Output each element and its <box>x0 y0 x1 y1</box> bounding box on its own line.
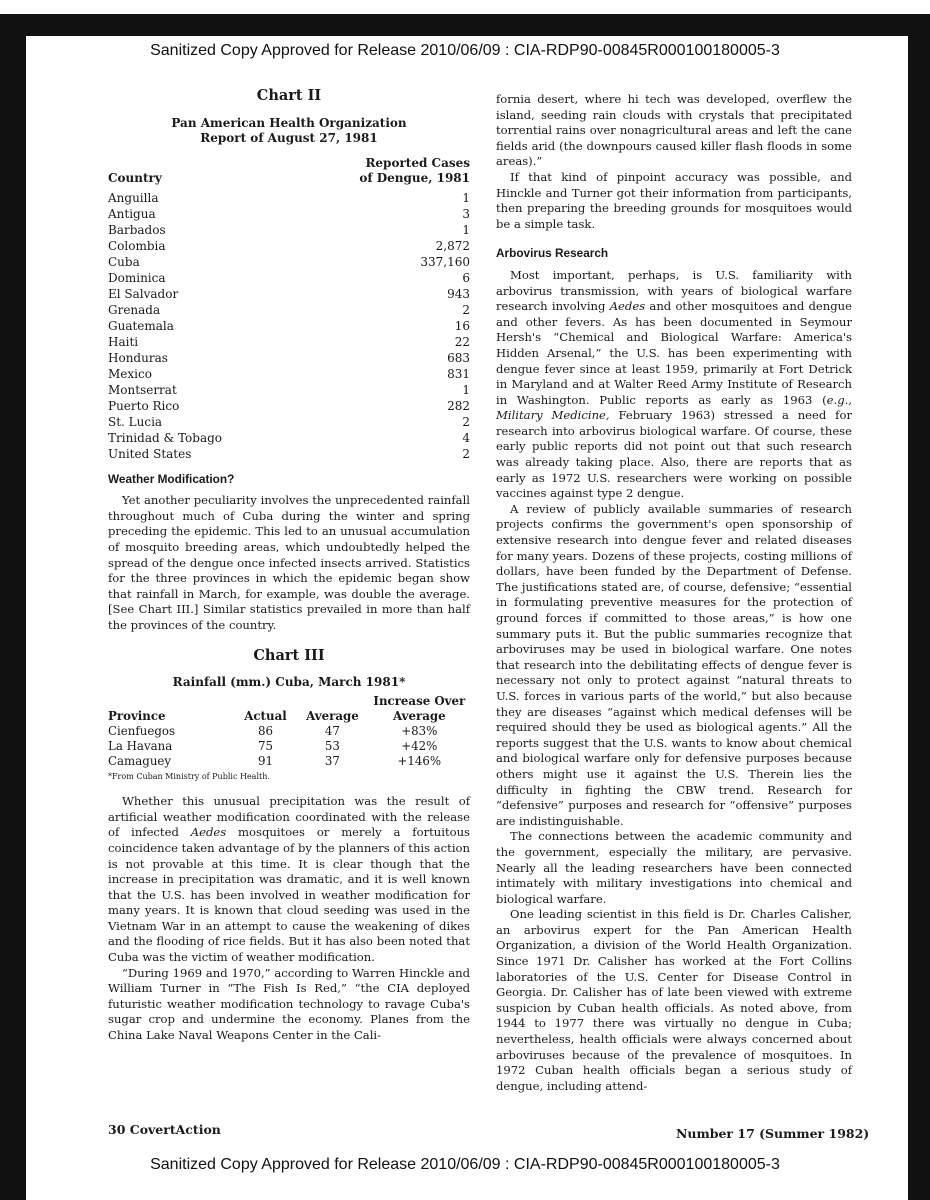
chart2-row <box>108 446 470 462</box>
chart2-cases: 2 <box>462 414 470 429</box>
chart2-country: Dominica <box>108 270 166 285</box>
chart3-title: Chart III <box>253 646 325 664</box>
chart2-country: Cuba <box>108 254 140 269</box>
right-paragraph-pinpoint: If that kind of pinpoint accuracy was possible, and Hinckle and Turner got their information from participants, then preparing the breeding grounds for mosquitoes would be a simple task. <box>496 169 852 231</box>
right-paragraph-fornia: fornia desert, where hi tech was developed, overflew the island, seeding rain clouds with crystals that precipitated torrential rains over nonagricultural areas and left the cane fields arid (the downpours caused killer flash floods in some areas).” <box>496 92 852 169</box>
chart3-col-actual: Actual <box>244 709 287 724</box>
chart2-country: Colombia <box>108 238 166 253</box>
chart3-col-province: Province <box>108 709 166 724</box>
chart3-increase: +83% <box>401 724 438 739</box>
chart3-actual: 91 <box>257 754 273 769</box>
chart3-row <box>108 724 470 739</box>
chart2-cases: 831 <box>447 366 470 381</box>
chart2-row <box>108 414 470 430</box>
chart2-country: Trinidad & Tobago <box>108 430 223 445</box>
footer-issue: Number 17 (Summer 1982) <box>676 1126 870 1141</box>
scan-border-right <box>908 14 930 1200</box>
chart2-report: Report of August 27, 1981 <box>200 130 378 145</box>
chart2-country: Grenada <box>108 302 161 317</box>
chart3-increase: +146% <box>397 754 442 769</box>
right-paragraph-connections: The connections between the academic community and the government, especially the military, are pervasive. Nearly all the leading researchers have been connected intimately with military investigations into chemical and biological warfare. <box>496 829 852 906</box>
chart2-cases: 3 <box>462 206 470 221</box>
chart2-row <box>108 350 470 366</box>
chart2-col-country: Country <box>108 170 162 185</box>
arbovirus-heading: Arbovirus Research <box>496 246 609 261</box>
left-paragraph-precipitation: Whether this unusual precipitation was the result of artificial weather modification coordinated with the release of infected Aedes mosquitoes or merely a fortuitous coincidence taken advantage of by the planners of this action is not provable at this time. It is clear though that the increase in precipitation was dramatic, and it is well known that the U.S. has been involved in weather modification for many years. It is known that cloud seeding was used in the Vietnam War in an attempt to cause the weakening of dikes and the flooding of rice fields. But it has also been noted that Cuba was the victim of weather modification. <box>108 794 470 965</box>
chart2-country: Barbados <box>108 222 166 237</box>
chart2-row <box>108 318 470 334</box>
chart2-row <box>108 366 470 382</box>
chart2-country: Antigua <box>108 206 156 221</box>
chart3-province: Camaguey <box>108 754 172 769</box>
chart2-cases: 2,872 <box>435 238 470 253</box>
chart3-footnote: *From Cuban Ministry of Public Health. <box>108 772 270 782</box>
chart2-org: Pan American Health Organization <box>171 115 407 130</box>
chart2-cases: 337,160 <box>420 254 470 269</box>
chart2-cases: 1 <box>462 382 470 397</box>
left-paragraph-hinckle: “During 1969 and 1970,” according to Warren Hinckle and William Turner in “The Fish Is Red,” “the CIA deployed futuristic weather modification technology to ravage Cuba's sugar crop and undermine the economy. Planes from the China Lake Naval Weapons Center in the Cali- <box>108 965 470 1043</box>
chart2-country: Montserrat <box>108 382 177 397</box>
chart2-country: Puerto Rico <box>108 398 180 413</box>
chart3-row <box>108 754 470 769</box>
chart2-cases: 943 <box>447 286 470 301</box>
chart2-title: Chart II <box>256 87 322 104</box>
weather-heading: Weather Modification? <box>108 471 235 486</box>
chart2-country: El Salvador <box>108 286 179 301</box>
chart3-col-increase-line2: Average <box>392 709 446 724</box>
chart3-table <box>108 694 470 769</box>
chart2-header <box>108 156 470 186</box>
chart3-province: La Havana <box>108 739 173 754</box>
left-column <box>108 88 470 1044</box>
chart2-country: Anguilla <box>108 190 159 205</box>
chart2-col-cases-line2: of Dengue, 1981 <box>359 170 470 185</box>
scan-border-left <box>0 14 26 1200</box>
chart2-row <box>108 334 470 350</box>
chart2-cases: 282 <box>447 398 470 413</box>
chart2-row <box>108 382 470 398</box>
chart2-row <box>108 302 470 318</box>
footer-page-number: 30 CovertAction <box>108 1122 221 1137</box>
chart2-cases: 683 <box>447 350 470 365</box>
chart2-cases: 2 <box>462 446 470 461</box>
chart2-row <box>108 238 470 254</box>
chart2-col-cases-line1: Reported Cases <box>365 155 470 170</box>
chart3-increase: +42% <box>401 739 438 754</box>
chart2-country: St. Lucia <box>108 414 163 429</box>
right-paragraph-familiarity: Most important, perhaps, is U.S. familiarity with arbovirus transmission, with years of biological warfare research involving Aedes and other mosquitoes and dengue and other fevers. As has been documented in Seymour Hersh's “Chemical and Biological Warfare: America's Hidden Arsenal,” the U.S. has been experimenting with dengue fever since at least 1959, primarily at Fort Detrick in Maryland and at Walter Reed Army Institute of Research in Washington. Public reports as early as 1963 (e.g., Military Medicine, February 1963) stressed a need for research into arbovirus biological warfare. Of course, these early public reports did not point out that such research was already taking place. Also, there are reports that as early as 1972 U.S. researchers were working on possible vaccines against type 2 dengue. <box>496 267 852 501</box>
chart2-country: Mexico <box>108 366 152 381</box>
weather-paragraph: Yet another peculiarity involves the unprecedented rainfall throughout much of Cuba during the winter and spring preceding the epidemic. This led to an unusual accumulation of mosquito breeding areas, which undoubtedly helped the spread of the dengue once infected insects arrived. Statistics for the three provinces in which the epidemic began show that rainfall in March, for example, was double the average. [See Chart III.] Similar statistics prevailed in more than half the provinces of the country. <box>108 493 470 632</box>
chart2-country: Haiti <box>108 334 139 349</box>
chart3-actual: 86 <box>257 724 273 739</box>
release-banner-bottom: Sanitized Copy Approved for Release 2010/06/09 : CIA-RDP90-00845R000100180005-3 <box>150 1156 780 1173</box>
chart2-col-cases <box>359 156 470 186</box>
chart3-row <box>108 739 470 754</box>
chart2-row <box>108 206 470 222</box>
chart2-country: Guatemala <box>108 318 174 333</box>
chart3-actual: 75 <box>257 739 273 754</box>
chart2-row <box>108 222 470 238</box>
chart2-country: Honduras <box>108 350 168 365</box>
chart2-table <box>108 190 470 462</box>
chart3-col-average: Average <box>306 709 359 724</box>
chart2-row <box>108 430 470 446</box>
chart3-average: 37 <box>324 754 340 769</box>
chart2-country: United States <box>108 446 192 461</box>
chart3-subtitle: Rainfall (mm.) Cuba, March 1981* <box>172 675 406 690</box>
chart2-cases: 4 <box>462 430 470 445</box>
chart2-cases: 1 <box>462 190 470 205</box>
chart2-row <box>108 398 470 414</box>
chart2-cases: 1 <box>462 222 470 237</box>
right-paragraph-calisher: One leading scientist in this field is Dr. Charles Calisher, an arbovirus expert for the Pan American Health Organization, a division of the World Health Organization. Since 1971 Dr. Calisher has worked at the Fort Collins laboratories of the U.S. Center for Disease Control in Georgia. Dr. Calisher has of late been viewed with extreme suspicion by Cuban health officials. As noted above, from 1944 to 1977 there was virtually no dengue in Cuba; nevertheless, health officials were always concerned about arboviruses because of the prevalence of mosquitoes. In 1972 Cuban health officials began a serious study of dengue, including attend- <box>496 907 852 1093</box>
chart2-cases: 6 <box>462 270 470 285</box>
chart3-average: 47 <box>324 724 340 739</box>
chart2-row <box>108 254 470 270</box>
release-banner-top: Sanitized Copy Approved for Release 2010/06/09 : CIA-RDP90-00845R000100180005-3 <box>150 42 780 59</box>
chart3-col-increase-line1: Increase Over <box>373 694 466 709</box>
chart2-row <box>108 286 470 302</box>
scan-border-top <box>0 14 930 36</box>
chart2-cases: 16 <box>454 318 470 333</box>
chart2-cases: 2 <box>462 302 470 317</box>
chart2-row <box>108 270 470 286</box>
chart3-province: Cienfuegos <box>108 724 176 739</box>
chart2-cases: 22 <box>454 334 470 349</box>
chart3-average: 53 <box>324 739 340 754</box>
chart2-row <box>108 190 470 206</box>
right-paragraph-review: A review of publicly available summaries of research projects confirms the government's open sponsorship of extensive research into dengue fever and related diseases for many years. Dozens of these projects, costing millions of dollars, have been funded by the Department of Defense. The justifications stated are, of course, defensive; “essential in formulating preventive measures for the protection of ground forces if committed to those areas,” is how one summary puts it. But the public summaries recognize that arboviruses may be used in biological warfare. One notes that research into the debilitating effects of dengue fever is necessary not only to protect against “natural threats to U.S. forces in various parts of the world,” but also because they are diseases “against which medical defenses will be required should they be used as biological agents.” All the reports suggest that the U.S. wants to know about chemical and biological warfare only for defensive purposes because others might use it against the U.S. Therein lies the difficulty in fighting the CBW trend. Research for “defensive” purposes and research for “offensive” purposes are indistinguishable. <box>496 501 852 828</box>
right-column <box>496 92 852 1094</box>
